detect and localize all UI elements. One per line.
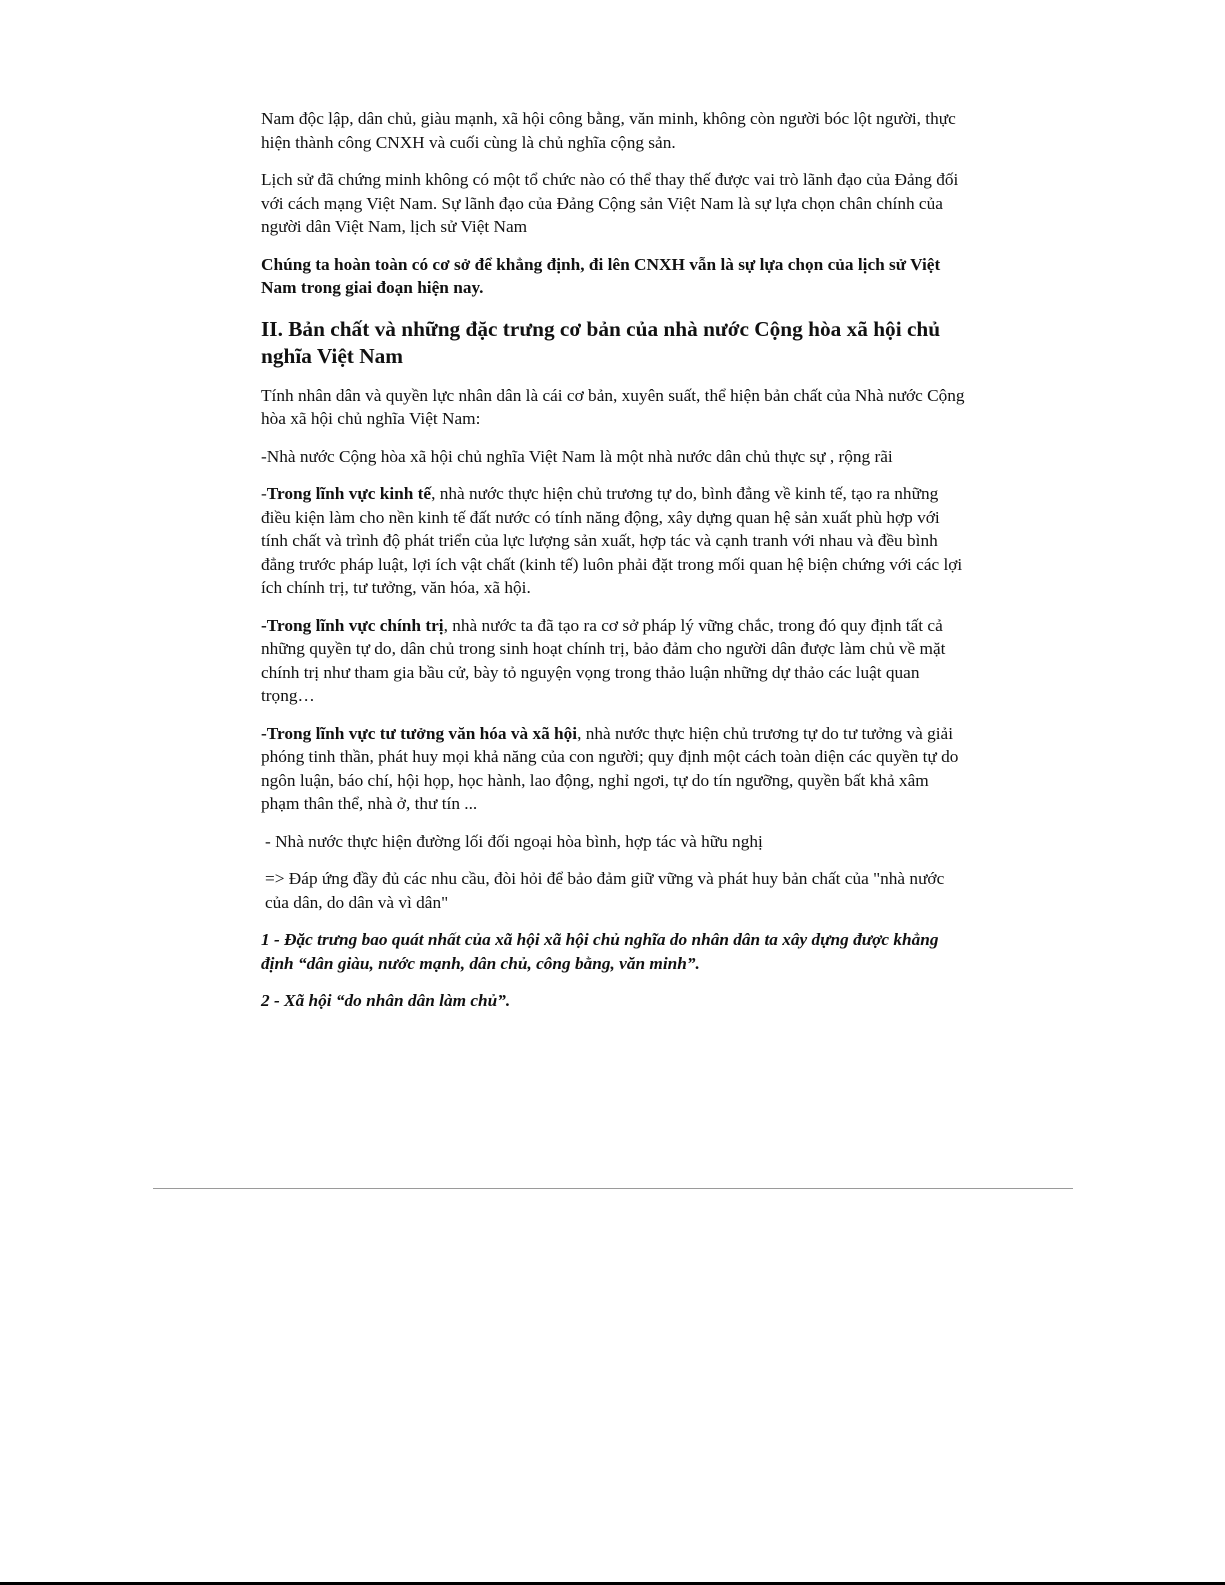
feature-1: 1 - Đặc trưng bao quát nhất của xã hội xã hội chủ nghĩa do nhân dân ta xây dựng được khẳng định “dân giàu, nước mạnh, dân chủ, công bằng, văn minh”.: [261, 930, 939, 973]
political-lead: -Trong lĩnh vực chính trị: [261, 615, 444, 635]
economic-text: , nhà nước thực hiện chủ trương tự do, bình đẳng về kinh tế, tạo ra những điều kiện làm cho nền kinh tế đất nước có tính năng động, xây dựng quan hệ sản xuất phù hợp với tính chất và trình độ phát triển của lực lượng sản xuất, hợp tác và cạnh tranh với nhau và đều bình đẳng trước pháp luật, lợi ích vật chất (kinh tế) luôn phải đặt trong mối quan hệ biện chứng với các lợi ích chính trị, tư tưởng, văn hóa, xã hội.: [261, 484, 963, 597]
paragraph-economic: [261, 482, 969, 600]
paragraph-intro: Tính nhân dân và quyền lực nhân dân là cái cơ bản, xuyên suất, thể hiện bản chất của Nhà nước Cộng hòa xã hội chủ nghĩa Việt Nam:: [261, 385, 965, 428]
document-body: [261, 107, 969, 1027]
cultural-lead: -Trong lĩnh vực tư tưởng văn hóa và xã hội: [261, 723, 578, 743]
paragraph-conclusion-bold: Chúng ta hoàn toàn có cơ sở để khẳng định, đi lên CNXH vẫn là sự lựa chọn của lịch sử Việt Nam trong giai đoạn hiện nay.: [261, 254, 941, 297]
paragraph-political: [261, 614, 969, 708]
paragraph-cultural: [261, 722, 969, 816]
paragraph-democracy: -Nhà nước Cộng hòa xã hội chủ nghĩa Việt Nam là một nhà nước dân chủ thực sự , rộng rãi: [261, 446, 893, 466]
feature-2: 2 - Xã hội “do nhân dân làm chủ”.: [261, 991, 511, 1010]
paragraph-conclusion-arrow: => Đáp ứng đầy đủ các nhu cầu, đòi hỏi để bảo đảm giữ vững và phát huy bản chất của "nhà nước của dân, do dân và vì dân": [265, 869, 945, 912]
page-divider: [153, 1188, 1073, 1189]
paragraph-foreign-policy: - Nhà nước thực hiện đường lối đối ngoại hòa bình, hợp tác và hữu nghị: [265, 831, 763, 851]
political-text: , nhà nước ta đã tạo ra cơ sở pháp lý vững chắc, trong đó quy định tất cả những quyền tự do, dân chủ trong sinh hoạt chính trị, bảo đảm cho người dân được làm chủ về mặt chính trị như tham gia bầu cử, bày tỏ nguyện vọng trong thảo luận những dự thảo các luật quan trọng…: [261, 615, 946, 705]
paragraph-party-leadership: Lịch sử đã chứng minh không có một tổ chức nào có thể thay thế được vai trò lãnh đạo của Đảng đối với cách mạng Việt Nam. Sự lãnh đạo của Đảng Cộng sản Việt Nam là sự lựa chọn chân chính của người dân Việt Nam, lịch sử Việt Nam: [261, 170, 959, 236]
economic-prefix: -: [261, 484, 267, 503]
paragraph-socialist-goal: Nam độc lập, dân chủ, giàu mạnh, xã hội công bằng, văn minh, không còn người bóc lột người, thực hiện thành công CNXH và cuối cùng là chủ nghĩa cộng sản.: [261, 109, 956, 152]
section-heading: II. Bản chất và những đặc trưng cơ bản của nhà nước Cộng hòa xã hội chủ nghĩa Việt Nam: [261, 316, 941, 368]
cultural-text: , nhà nước thực hiện chủ trương tự do tư tưởng và giải phóng tinh thần, phát huy mọi khả năng của con người; quy định một cách toàn diện các quyền tự do ngôn luận, báo chí, hội họp, học hành, lao động, nghỉ ngơi, tự do tín ngưỡng, quyền bất khả xâm phạm thân thể, nhà ở, thư tín ...: [261, 723, 959, 813]
economic-lead: Trong lĩnh vực kinh tế: [266, 484, 432, 503]
